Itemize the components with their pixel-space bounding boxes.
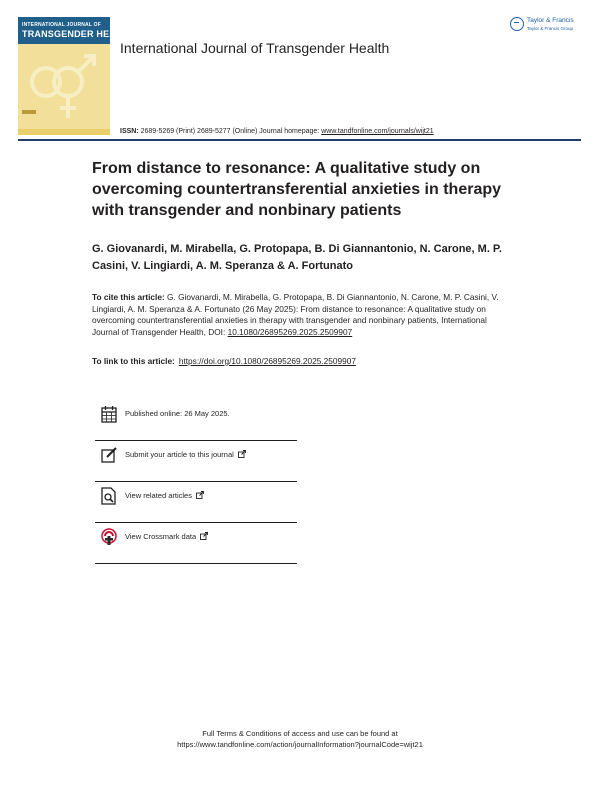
cover-title-line2: TRANSGENDER HEALTH [22,29,134,39]
issn-line [120,128,434,135]
article-doi-link[interactable]: https://doi.org/10.1080/26895269.2025.2509907 [178,356,356,366]
citation-text: G. Giovanardi, M. Mirabella, G. Protopapa, B. Di Giannantonio, N. Carone, M. P. Casini, V. Lingiardi, A. M. Speranza & A. Fortunato (26 May 2025): From distance to resonance: A qualitative study on overcoming countertransferential anxieties in therapy with transgender and nonbinary patients, International Journal of Transgender Health, DOI: [92,292,499,337]
crossmark-row[interactable] [95,523,297,564]
external-link-icon [200,532,208,540]
crossmark-icon [101,528,117,546]
journal-homepage-link[interactable]: www.tandfonline.com/journals/wijt21 [321,128,434,135]
article-actions [95,400,297,564]
header-divider [18,139,581,141]
issn-label: ISSN: [120,128,139,135]
related-articles-link[interactable] [125,491,204,500]
gender-symbols-icon [18,44,110,129]
footer-terms [0,728,600,750]
journal-name: International Journal of Transgender Health [120,40,390,56]
calendar-icon [101,405,117,423]
article-authors: G. Giovanardi, M. Mirabella, G. Protopapa, B. Di Giannantonio, N. Carone, M. P. Casini, V. Lingiardi, A. M. Speranza & A. Fortunato [92,243,502,272]
article-link-label: To link to this article: [92,356,175,366]
submit-article-label: Submit your article to this journal [125,450,234,459]
publisher-name: Taylor & Francis [527,17,574,24]
publisher-logo-icon [510,17,524,31]
published-online-text: Published online: 26 May 2025. [125,409,230,418]
submit-article-link[interactable] [125,450,246,459]
citation-block [92,292,512,338]
article-link-line [92,356,512,366]
crossmark-label: View Crossmark data [125,532,197,541]
cover-title-line1: INTERNATIONAL JOURNAL OF [22,22,101,28]
submit-article-row[interactable] [95,441,297,482]
publisher-logo[interactable] [510,16,585,36]
edit-icon [101,446,117,464]
citation-label: To cite this article: [92,292,165,302]
issn-text: 2689-5269 (Print) 2689-5277 (Online) Journal homepage: [140,128,320,135]
article-title: From distance to resonance: A qualitative study on overcoming countertransferential anxieties in therapy with transgender and nonbinary patients [92,160,502,219]
published-online-row [95,400,297,441]
external-link-icon [238,450,246,458]
footer-line1: Full Terms & Conditions of access and use can be found at [202,729,398,738]
crossmark-link[interactable] [125,532,208,541]
related-articles-icon [101,487,117,505]
related-articles-label: View related articles [125,491,192,500]
cover-footer [18,129,110,135]
publisher-group-name: Taylor & Francis Group [527,26,574,31]
external-link-icon [196,491,204,499]
related-articles-row[interactable] [95,482,297,523]
citation-doi-link[interactable]: 10.1080/26895269.2025.2509907 [227,326,353,337]
footer-terms-link[interactable]: https://www.tandfonline.com/action/journalInformation?journalCode=wijt21 [177,740,423,749]
